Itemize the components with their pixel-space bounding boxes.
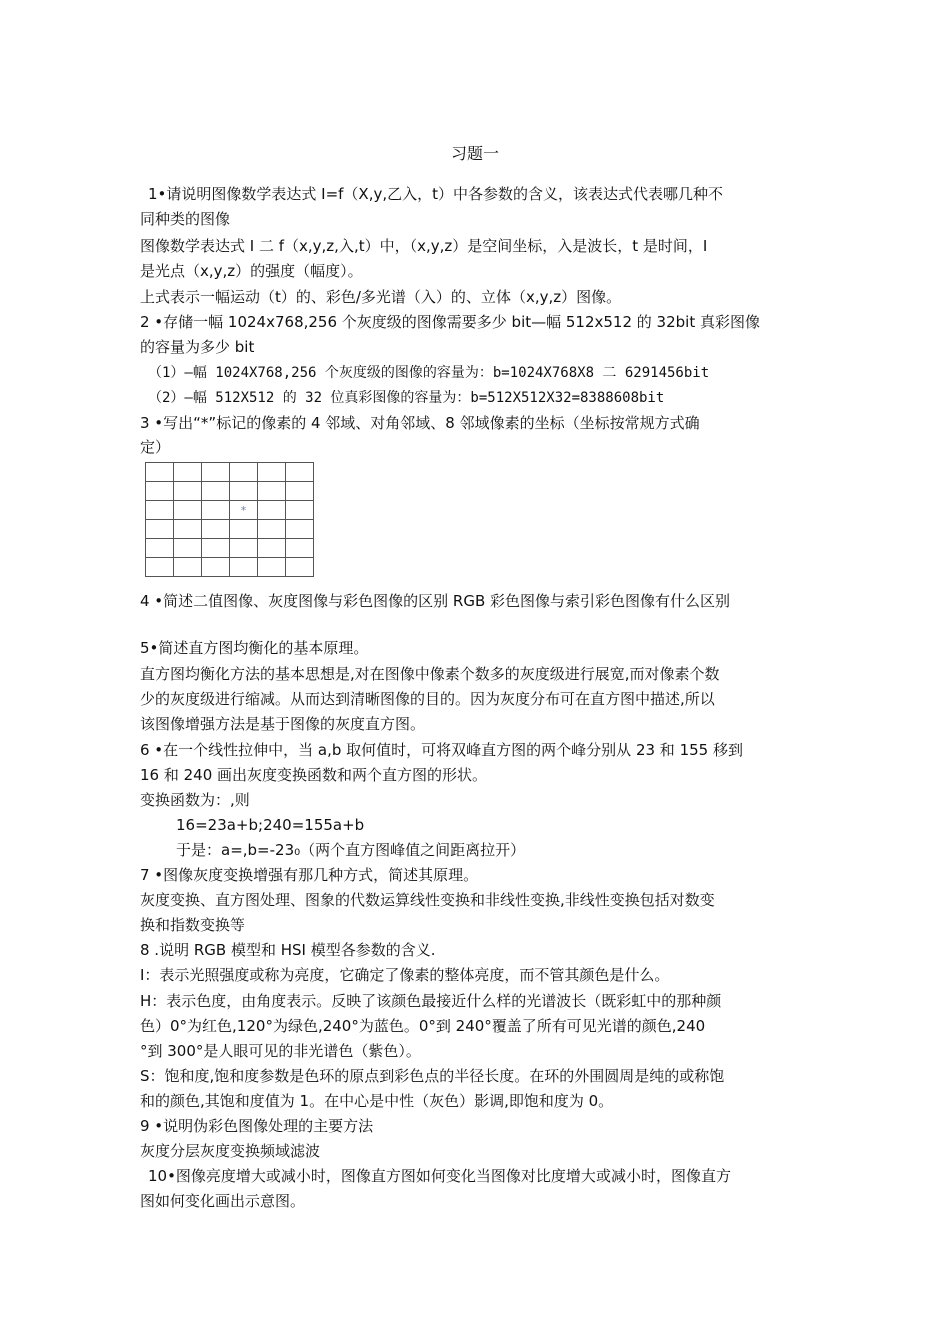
a8-s-line-1: S：饱和度,饱和度参数是色环的原点到彩色点的半径长度。在环的外围圆周是纯的或称饱 bbox=[140, 1067, 725, 1085]
page-title: 习题一 bbox=[450, 144, 499, 163]
q7-line-1: 7 •图像灰度变换增强有那几种方式，简述其原理。 bbox=[140, 866, 479, 884]
a8-h-line-1: H：表示色度，由角度表示。反映了该颜色最接近什么样的光谱波长（既彩虹中的那种颜 bbox=[140, 992, 722, 1010]
a2-line-1: （1）—幅 1024X768,256 个灰度级的图像的容量为：b=1024X768X8 二 6291456bit bbox=[148, 365, 710, 381]
q1-line-1: 1•请说明图像数学表达式 I=f（X,y,乙入，t）中各参数的含义，该表达式代表哪几种不 bbox=[148, 185, 724, 203]
q8-line-1: 8 .说明 RGB 模型和 HSI 模型各参数的含义. bbox=[140, 941, 436, 959]
a5-line-2: 少的灰度级进行缩减。从而达到清晰图像的目的。因为灰度分布可在直方图中描述,所以 bbox=[140, 690, 715, 708]
grid-row bbox=[146, 482, 314, 501]
a8-i-line: I：表示光照强度或称为亮度，它确定了像素的整体亮度，而不管其颜色是什么。 bbox=[140, 966, 670, 984]
q1-line-2: 同种类的图像 bbox=[140, 210, 231, 228]
grid-row bbox=[146, 539, 314, 558]
q9-line-1: 9 •说明伪彩色图像处理的主要方法 bbox=[140, 1117, 374, 1135]
a2-line-2: （2）—幅 512X512 的 32 位真彩图像的容量为：b=512X512X32=8388608bit bbox=[148, 390, 665, 406]
q3-line-1: 3 •写出“*”标记的像素的 4 邻域、对角邻域、8 邻域像素的坐标（坐标按常规方式确 bbox=[140, 414, 700, 432]
q6-line-2: 16 和 240 画出灰度变换函数和两个直方图的形状。 bbox=[140, 766, 488, 784]
grid-row bbox=[146, 501, 314, 520]
grid-row bbox=[146, 463, 314, 482]
q10-line-2: 图如何变化画出示意图。 bbox=[140, 1192, 306, 1210]
a8-s-line-2: 和的颜色,其饱和度值为 1。在中心是中性（灰色）影调,即饱和度为 0。 bbox=[140, 1092, 614, 1110]
q4-line-1: 4 •简述二值图像、灰度图像与彩色图像的区别 RGB 彩色图像与索引彩色图像有什么区别 bbox=[140, 592, 731, 610]
a5-line-1: 直方图均衡化方法的基本思想是,对在图像中像素个数多的灰度级进行展宽,而对像素个数 bbox=[140, 665, 720, 683]
a7-line-1: 灰度变换、直方图处理、图象的代数运算线性变换和非线性变换,非线性变换包括对数变 bbox=[140, 891, 715, 909]
q5-line-1: 5•简述直方图均衡化的基本原理。 bbox=[140, 639, 369, 657]
a5-line-3: 该图像增强方法是基于图像的灰度直方图。 bbox=[140, 715, 426, 733]
a7-line-2: 换和指数变换等 bbox=[140, 916, 246, 934]
a1-line-2: 是光点（x,y,z）的强度（幅度）。 bbox=[140, 262, 363, 280]
a6-result: 于是：a=,b=-23₀（两个直方图峰值之间距离拉开） bbox=[176, 841, 526, 859]
q6-line-1: 6 •在一个线性拉伸中，当 a,b 取何值时，可将双峰直方图的两个峰分别从 23 和 155 移到 bbox=[140, 741, 743, 759]
a9-line-1: 灰度分层灰度变换频域滤波 bbox=[140, 1142, 321, 1160]
a1-line-1: 图像数学表达式 I 二 f（x,y,z,入,t）中，（x,y,z）是空间坐标，入是波长，t 是时间，I bbox=[140, 237, 708, 255]
pixel-grid bbox=[145, 462, 314, 577]
q2-line-2: 的容量为多少 bit bbox=[140, 338, 255, 356]
grid-row bbox=[146, 558, 314, 577]
grid-row bbox=[146, 520, 314, 539]
q10-line-1: 10•图像亮度增大或减小时，图像直方图如何变化当图像对比度增大或减小时，图像直方 bbox=[148, 1167, 731, 1185]
a1-line-3: 上式表示一幅运动（t）的、彩色/多光谱（入）的、立体（x,y,z）图像。 bbox=[140, 288, 622, 306]
a6-equation: 16=23a+b;240=155a+b bbox=[176, 816, 365, 834]
marked-pixel: * bbox=[230, 501, 258, 520]
a8-h-line-2: 色）0°为红色,120°为绿色,240°为蓝色。0°到 240°覆盖了所有可见光谱的颜色,240 bbox=[140, 1017, 706, 1035]
a8-h-line-3: °到 300°是人眼可见的非光谱色（紫色）。 bbox=[140, 1042, 421, 1060]
a6-line-1: 变换函数为：,则 bbox=[140, 791, 250, 809]
q2-line-1: 2 •存储一幅 1024x768,256 个灰度级的图像需要多少 bit—幅 512x512 的 32bit 真彩图像 bbox=[140, 313, 760, 331]
q3-line-2: 定） bbox=[140, 438, 171, 456]
